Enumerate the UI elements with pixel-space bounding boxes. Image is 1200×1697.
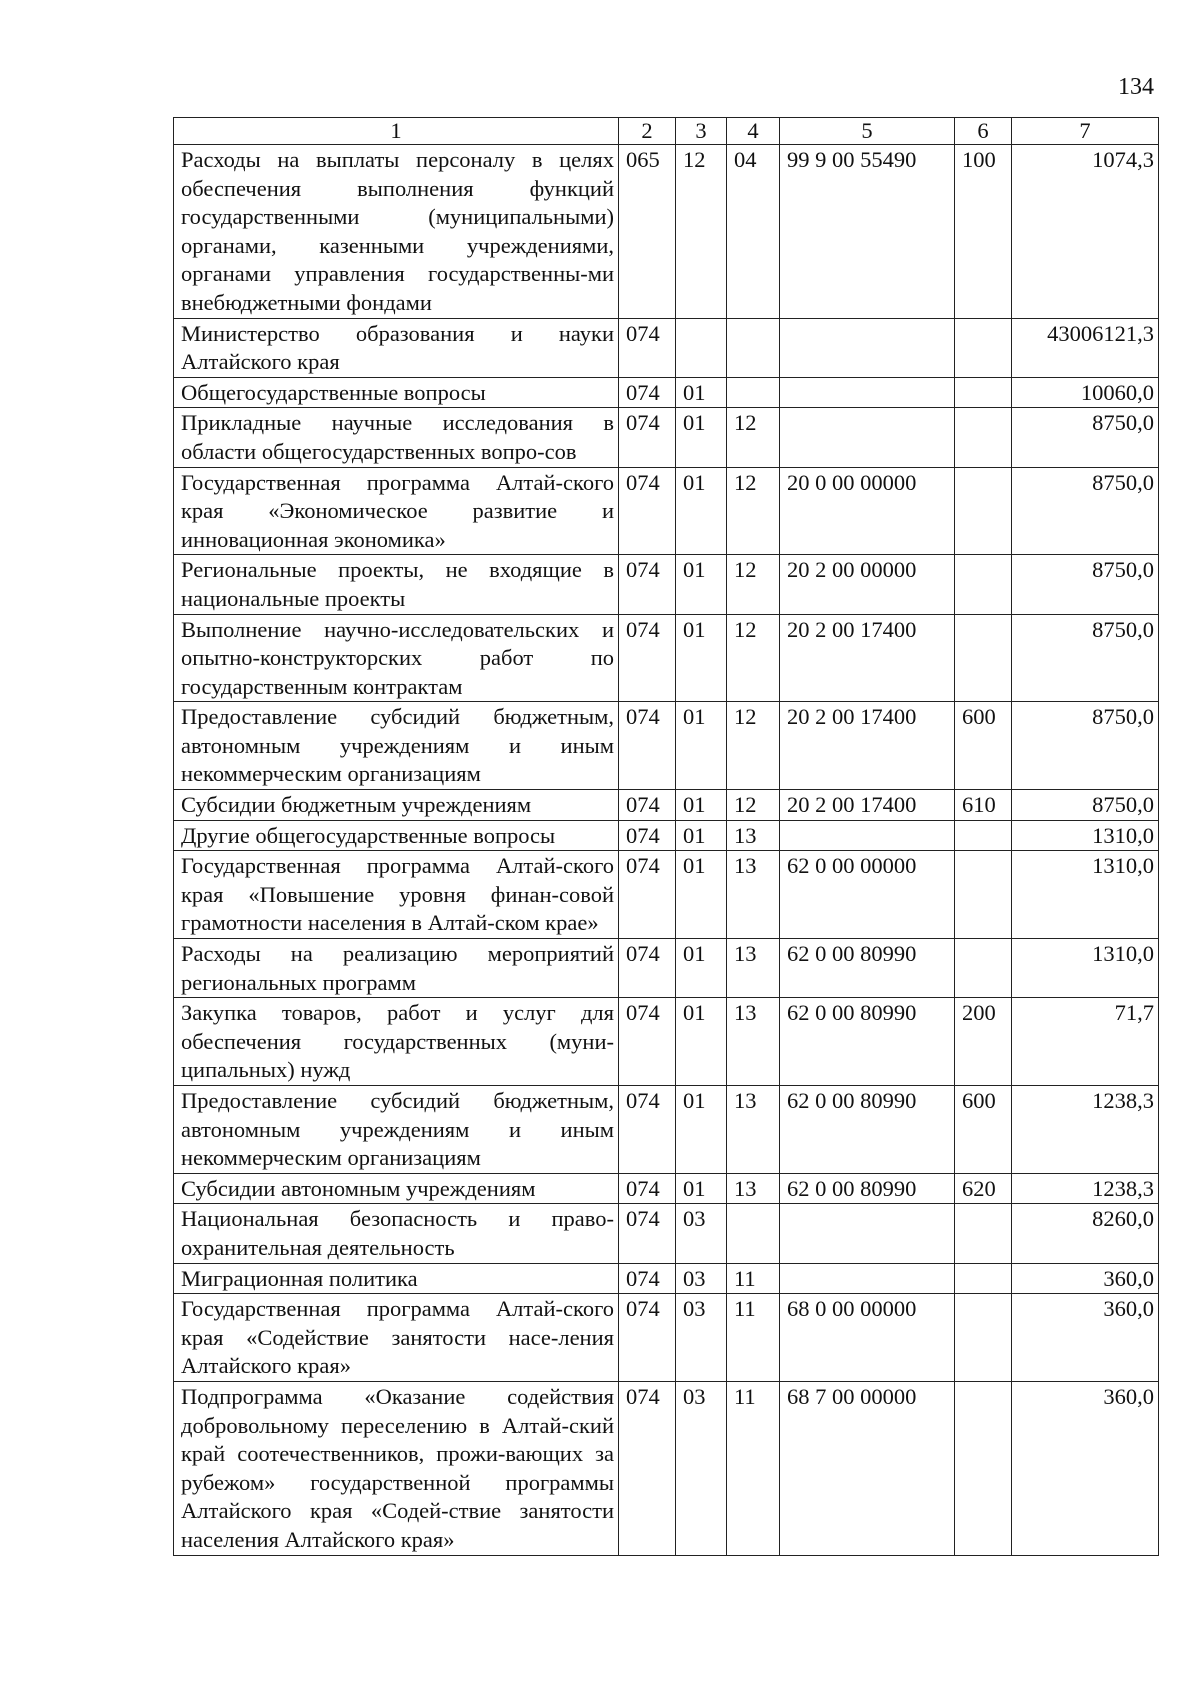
table-row (174, 614, 1159, 702)
budget-table (173, 117, 1159, 1556)
subsection-code: 13 (727, 1086, 780, 1174)
header-cell-3: 3 (676, 118, 727, 145)
section-code: 01 (676, 1173, 727, 1204)
target-article-code: 20 2 00 17400 (780, 702, 955, 790)
expense-type-code (955, 614, 1012, 702)
section-code: 01 (676, 467, 727, 555)
target-article-code: 20 2 00 17400 (780, 614, 955, 702)
item-name: Общегосударственные вопросы (174, 377, 619, 408)
expense-type-code (955, 939, 1012, 998)
amount: 360,0 (1012, 1381, 1159, 1555)
amount: 8750,0 (1012, 555, 1159, 614)
expense-type-code: 600 (955, 1086, 1012, 1174)
amount: 43006121,3 (1012, 318, 1159, 377)
header-cell-4: 4 (727, 118, 780, 145)
section-code: 01 (676, 555, 727, 614)
header-cell-2: 2 (619, 118, 676, 145)
item-name: Другие общегосударственные вопросы (174, 820, 619, 851)
amount: 8750,0 (1012, 790, 1159, 821)
item-name: Закупка товаров, работ и услуг для обеспечения государственных (муни-ципальных) нужд (174, 998, 619, 1086)
section-code: 01 (676, 790, 727, 821)
table-row (174, 998, 1159, 1086)
amount: 1238,3 (1012, 1173, 1159, 1204)
item-name: Миграционная политика (174, 1263, 619, 1294)
target-article-code (780, 318, 955, 377)
ministry-code: 074 (619, 377, 676, 408)
item-name: Предоставление субсидий бюджетным, автономным учреждениям и иным некоммерческим организациям (174, 1086, 619, 1174)
target-article-code: 62 0 00 80990 (780, 939, 955, 998)
amount: 8750,0 (1012, 467, 1159, 555)
table-row (174, 790, 1159, 821)
item-name: Субсидии бюджетным учреждениям (174, 790, 619, 821)
section-code: 03 (676, 1381, 727, 1555)
subsection-code: 13 (727, 851, 780, 939)
expense-type-code (955, 1294, 1012, 1382)
header-cell-1: 1 (174, 118, 619, 145)
item-name: Министерство образования и науки Алтайского края (174, 318, 619, 377)
section-code: 01 (676, 702, 727, 790)
subsection-code: 04 (727, 145, 780, 319)
expense-type-code (955, 851, 1012, 939)
expense-type-code (955, 555, 1012, 614)
expense-type-code: 200 (955, 998, 1012, 1086)
target-article-code (780, 1263, 955, 1294)
ministry-code: 074 (619, 790, 676, 821)
table-row (174, 939, 1159, 998)
expense-type-code: 610 (955, 790, 1012, 821)
ministry-code: 074 (619, 1173, 676, 1204)
expense-type-code (955, 318, 1012, 377)
item-name: Предоставление субсидий бюджетным, автономным учреждениям и иным некоммерческим организациям (174, 702, 619, 790)
expense-type-code (955, 1381, 1012, 1555)
ministry-code: 074 (619, 851, 676, 939)
ministry-code: 074 (619, 408, 676, 467)
table-row (174, 318, 1159, 377)
target-article-code: 20 2 00 17400 (780, 790, 955, 821)
table-row (174, 1086, 1159, 1174)
table-row (174, 377, 1159, 408)
table-row (174, 1381, 1159, 1555)
expense-type-code: 600 (955, 702, 1012, 790)
subsection-code: 13 (727, 998, 780, 1086)
section-code: 03 (676, 1204, 727, 1263)
item-name: Прикладные научные исследования в области общегосударственных вопро-сов (174, 408, 619, 467)
header-row (174, 118, 1159, 145)
table-row (174, 555, 1159, 614)
target-article-code: 62 0 00 80990 (780, 1173, 955, 1204)
table-header (174, 118, 1159, 145)
section-code: 01 (676, 377, 727, 408)
header-cell-5: 5 (780, 118, 955, 145)
ministry-code: 074 (619, 702, 676, 790)
amount: 8260,0 (1012, 1204, 1159, 1263)
target-article-code: 68 0 00 00000 (780, 1294, 955, 1382)
ministry-code: 074 (619, 1204, 676, 1263)
ministry-code: 074 (619, 555, 676, 614)
ministry-code: 065 (619, 145, 676, 319)
table-row (174, 702, 1159, 790)
item-name: Государственная программа Алтай-ского края «Повышение уровня финан-совой грамотности населения в Алтай-ском крае» (174, 851, 619, 939)
amount: 1074,3 (1012, 145, 1159, 319)
ministry-code: 074 (619, 939, 676, 998)
ministry-code: 074 (619, 820, 676, 851)
item-name: Расходы на выплаты персоналу в целях обеспечения выполнения функций государственными (муниципальными) органами, казенными учреждениями, органами управления государственны-ми внебюджетными фондами (174, 145, 619, 319)
item-name: Подпрограмма «Оказание содействия добровольному переселению в Алтай-ский край соотечественников, прожи-вающих за рубежом» государственной программы Алтайского края «Содей-ствие занятости населения Алтайского края» (174, 1381, 619, 1555)
target-article-code: 99 9 00 55490 (780, 145, 955, 319)
amount: 8750,0 (1012, 408, 1159, 467)
subsection-code (727, 318, 780, 377)
amount: 1310,0 (1012, 939, 1159, 998)
section-code: 01 (676, 851, 727, 939)
table-row (174, 408, 1159, 467)
section-code: 12 (676, 145, 727, 319)
target-article-code (780, 1204, 955, 1263)
subsection-code: 11 (727, 1381, 780, 1555)
expense-type-code (955, 1263, 1012, 1294)
target-article-code: 68 7 00 00000 (780, 1381, 955, 1555)
section-code: 01 (676, 939, 727, 998)
subsection-code: 13 (727, 1173, 780, 1204)
target-article-code: 20 0 00 00000 (780, 467, 955, 555)
subsection-code (727, 377, 780, 408)
item-name: Государственная программа Алтай-ского края «Экономическое развитие и инновационная экономика» (174, 467, 619, 555)
amount: 1310,0 (1012, 851, 1159, 939)
target-article-code: 62 0 00 80990 (780, 1086, 955, 1174)
section-code: 01 (676, 408, 727, 467)
target-article-code (780, 408, 955, 467)
subsection-code: 13 (727, 939, 780, 998)
target-article-code (780, 377, 955, 408)
expense-type-code (955, 408, 1012, 467)
section-code: 03 (676, 1294, 727, 1382)
subsection-code: 12 (727, 555, 780, 614)
section-code: 01 (676, 998, 727, 1086)
item-name: Субсидии автономным учреждениям (174, 1173, 619, 1204)
subsection-code: 12 (727, 790, 780, 821)
table-row (174, 820, 1159, 851)
amount: 1310,0 (1012, 820, 1159, 851)
section-code: 01 (676, 1086, 727, 1174)
section-code (676, 318, 727, 377)
amount: 360,0 (1012, 1294, 1159, 1382)
ministry-code: 074 (619, 467, 676, 555)
item-name: Региональные проекты, не входящие в национальные проекты (174, 555, 619, 614)
amount: 8750,0 (1012, 614, 1159, 702)
ministry-code: 074 (619, 318, 676, 377)
table-row (174, 467, 1159, 555)
table-row (174, 851, 1159, 939)
amount: 71,7 (1012, 998, 1159, 1086)
section-code: 03 (676, 1263, 727, 1294)
ministry-code: 074 (619, 1294, 676, 1382)
ministry-code: 074 (619, 1381, 676, 1555)
subsection-code (727, 1204, 780, 1263)
ministry-code: 074 (619, 1263, 676, 1294)
table-row (174, 1294, 1159, 1382)
amount: 8750,0 (1012, 702, 1159, 790)
item-name: Государственная программа Алтай-ского края «Содействие занятости насе-ления Алтайского края» (174, 1294, 619, 1382)
amount: 360,0 (1012, 1263, 1159, 1294)
table-row (174, 1263, 1159, 1294)
table-row (174, 145, 1159, 319)
expense-type-code: 620 (955, 1173, 1012, 1204)
page-number: 134 (1118, 74, 1154, 100)
amount: 1238,3 (1012, 1086, 1159, 1174)
subsection-code: 11 (727, 1263, 780, 1294)
target-article-code (780, 820, 955, 851)
table-body (174, 145, 1159, 1556)
target-article-code: 20 2 00 00000 (780, 555, 955, 614)
table-row (174, 1204, 1159, 1263)
header-cell-6: 6 (955, 118, 1012, 145)
ministry-code: 074 (619, 1086, 676, 1174)
subsection-code: 12 (727, 467, 780, 555)
subsection-code: 13 (727, 820, 780, 851)
amount: 10060,0 (1012, 377, 1159, 408)
expense-type-code (955, 467, 1012, 555)
target-article-code: 62 0 00 00000 (780, 851, 955, 939)
subsection-code: 11 (727, 1294, 780, 1382)
item-name: Выполнение научно-исследовательских и опытно-конструкторских работ по государственным контрактам (174, 614, 619, 702)
subsection-code: 12 (727, 702, 780, 790)
header-cell-7: 7 (1012, 118, 1159, 145)
table-row (174, 1173, 1159, 1204)
target-article-code: 62 0 00 80990 (780, 998, 955, 1086)
ministry-code: 074 (619, 614, 676, 702)
section-code: 01 (676, 820, 727, 851)
item-name: Расходы на реализацию мероприятий региональных программ (174, 939, 619, 998)
item-name: Национальная безопасность и право-охранительная деятельность (174, 1204, 619, 1263)
expense-type-code (955, 820, 1012, 851)
section-code: 01 (676, 614, 727, 702)
expense-type-code (955, 377, 1012, 408)
expense-type-code (955, 1204, 1012, 1263)
ministry-code: 074 (619, 998, 676, 1086)
subsection-code: 12 (727, 614, 780, 702)
expense-type-code: 100 (955, 145, 1012, 319)
subsection-code: 12 (727, 408, 780, 467)
